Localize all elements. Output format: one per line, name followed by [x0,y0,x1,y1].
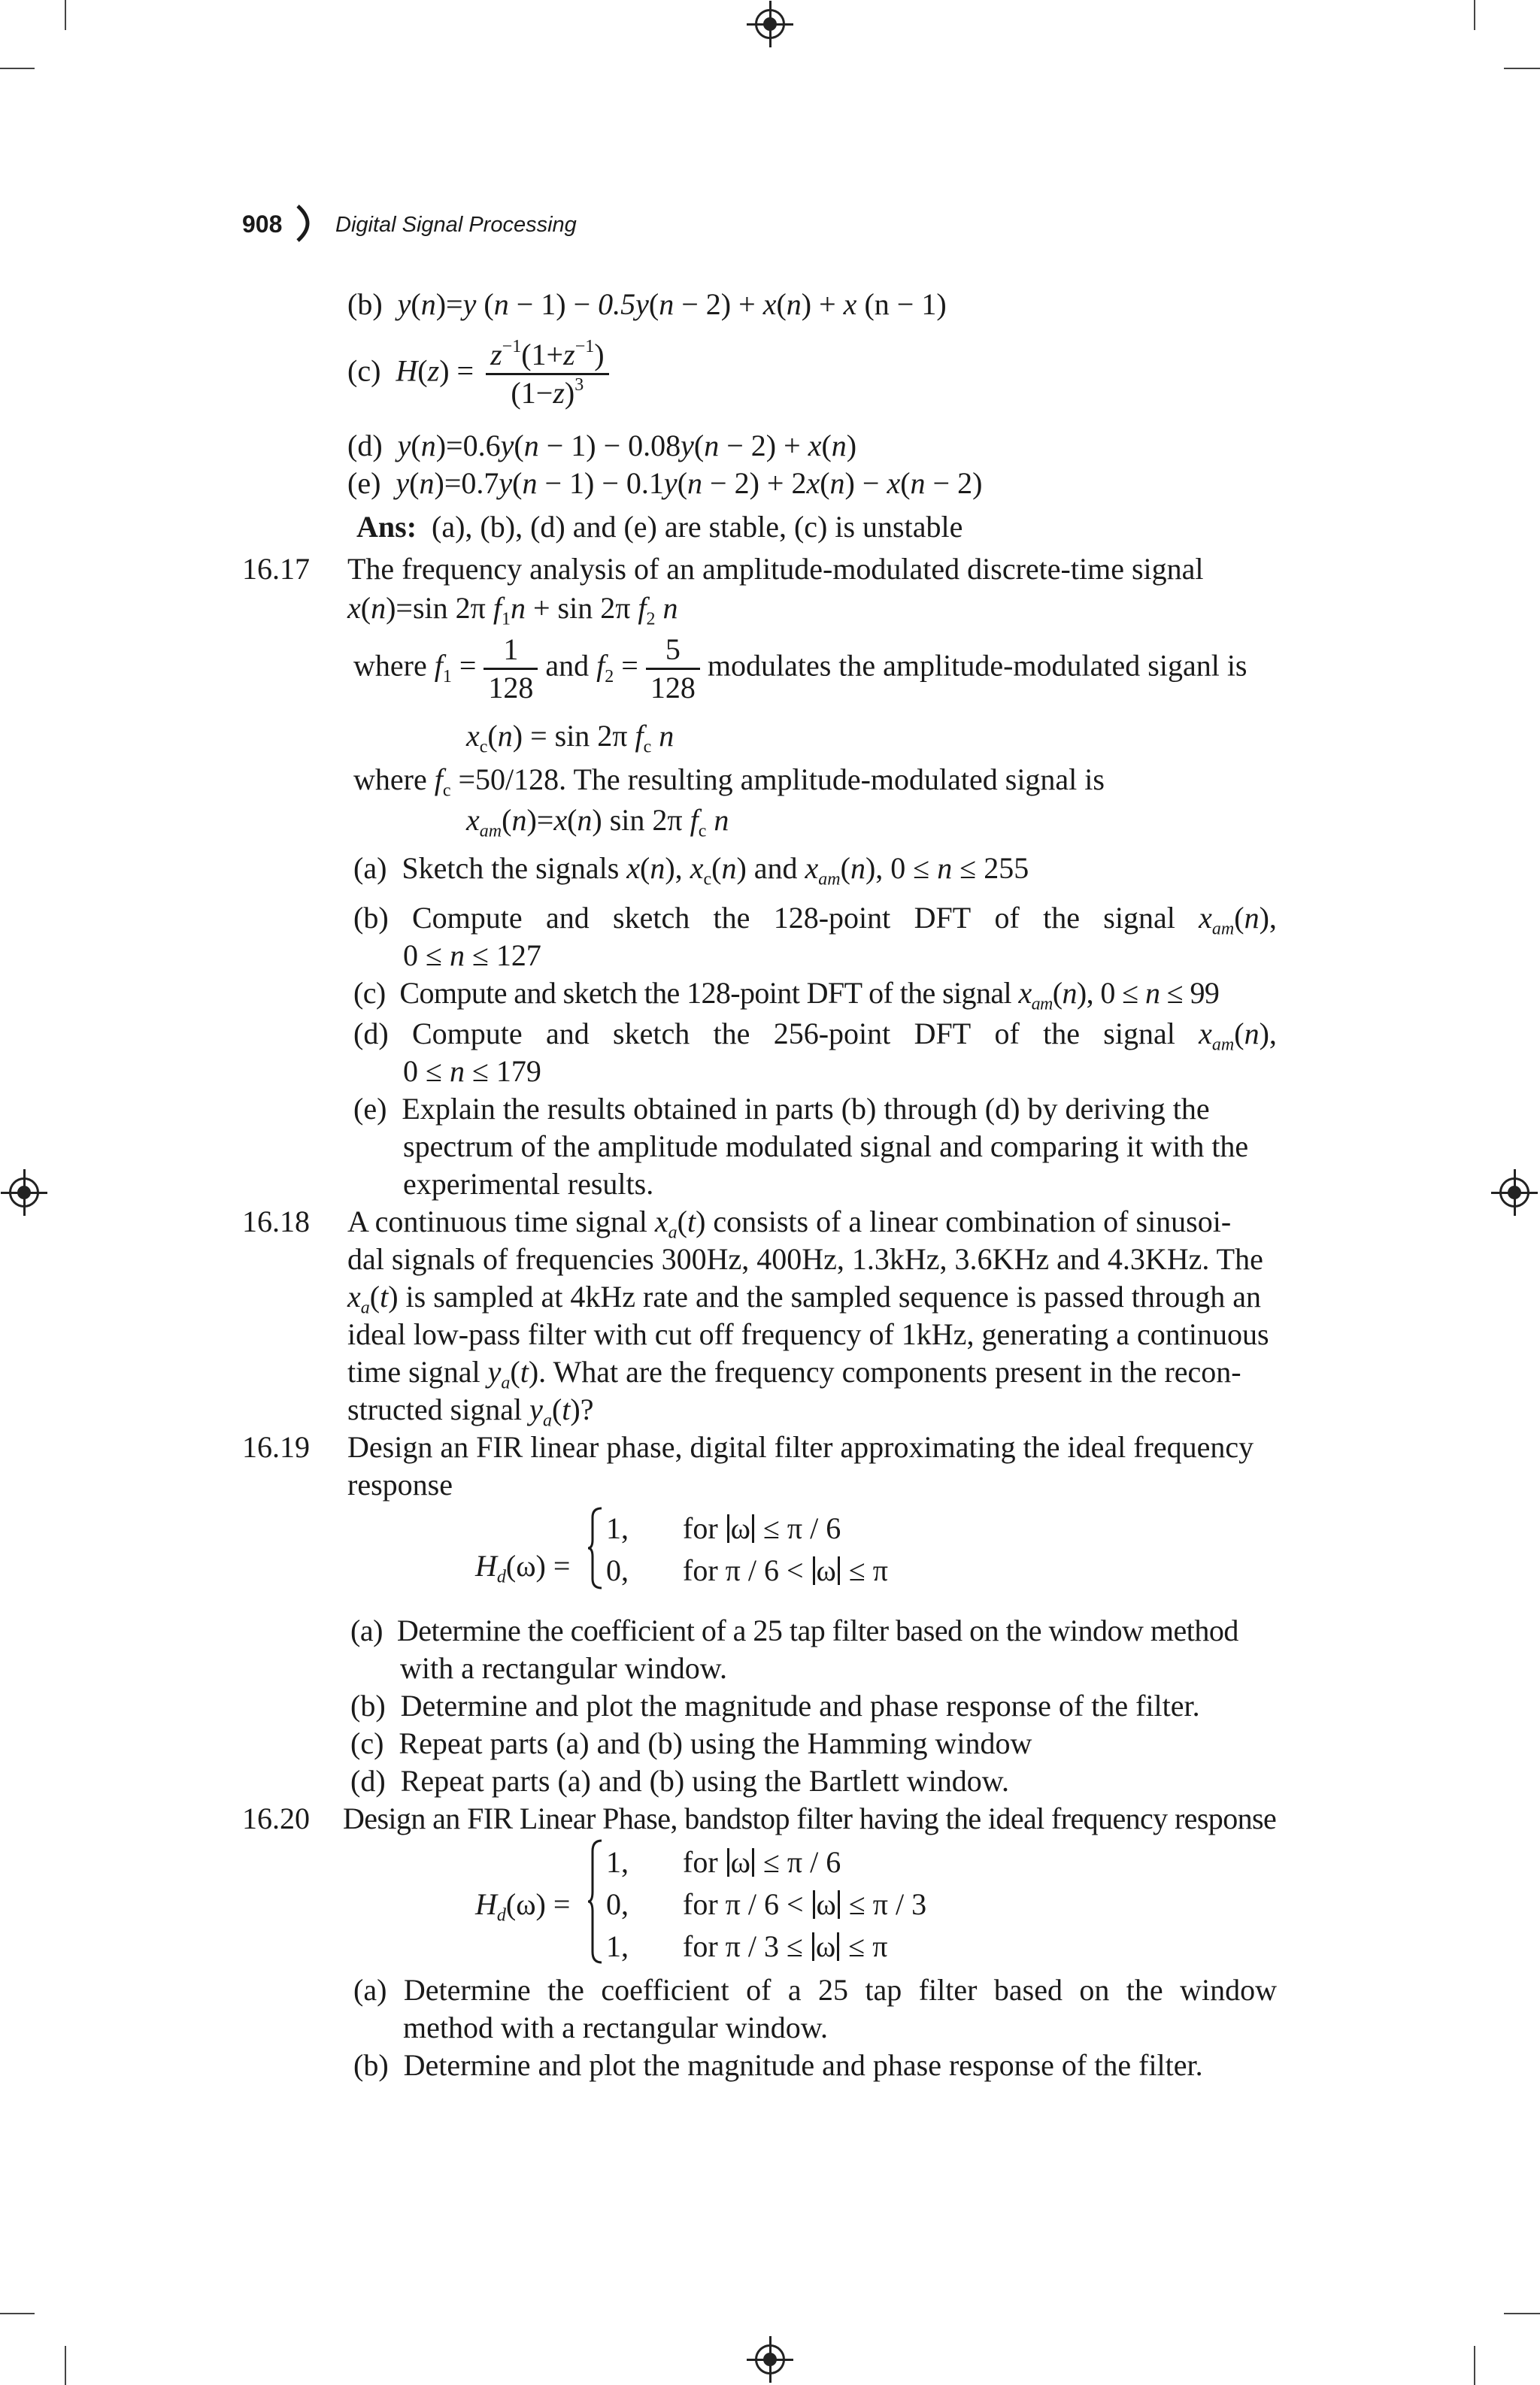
bandstop-response-lhs: $H_d(\omega)$ = [475,1887,571,1926]
problem-number: 16.18 [242,1205,310,1238]
sub-part-c: (c) Repeat parts (a) and (b) using the Hamming window [350,1726,1032,1760]
sub-part-a: (a) Determine the coefficient of a 25 tap filter based on the window [353,1973,1277,2007]
sub-part-a: (a) Determine the coefficient of a 25 tap filter based on the window method [350,1614,1238,1647]
crop-mark [1474,0,1475,30]
problem-text: ideal low-pass filter with cut off frequency of 1kHz, generating a continuous [347,1317,1269,1351]
sub-part-e: (e) Explain the results obtained in parts (b) through (d) by deriving the [353,1092,1210,1126]
frequency-definitions: where $f_1$ = $\frac{1}{128}$ and $f_2$ = $\frac{5}{128}$ modulates the amplitude-modulated siganl is [353,632,1247,705]
problem-number: 16.17 [242,552,310,586]
sub-part-d: (d) Compute and sketch the 256-point DFT of the signal $x_{am}(n)$, [353,1017,1277,1055]
part-e-equation: (e) y(n)=0.7y(n − 1) − 0.1y(n − 2) + 2x(n) − x(n − 2) [347,466,983,500]
ideal-response-lhs: $H_d(\omega)$ = [475,1549,571,1587]
part-d-equation: (d) y(n)=0.6y(n − 1) − 0.08y(n − 2) + x(n) [347,429,857,462]
sub-part-e-line2: spectrum of the amplitude modulated signal and comparing it with the [403,1129,1249,1163]
problem-text: A continuous time signal $x_a(t)$ consists of a linear combination of sinusoi- [347,1205,1232,1243]
crop-mark [0,68,35,69]
sub-part-d-range: 0 ≤ n ≤ 179 [403,1054,541,1088]
carrier-equation: $x_c(n) = \sin 2\pi$ $f_c$ n [466,719,675,757]
problem-text: dal signals of frequencies 300Hz, 400Hz, 1.3kHz, 3.6KHz and 4.3KHz. The [347,1242,1263,1276]
left-brace-icon [587,1839,605,1964]
crop-mark [1474,2346,1475,2385]
sub-part-b: (b) Determine and plot the magnitude and phase response of the filter. [353,2048,1203,2082]
part-c-equation: (c) H(z) = $\frac{z^{-1}(1+z^{-1})}{(1-z)^3}$ [347,337,609,411]
crop-mark [65,2346,66,2385]
problem-number: 16.19 [242,1430,310,1464]
header-chevron-icon [295,205,320,242]
problem-text: $x_a(t)$ is sampled at 4kHz rate and the sampled sequence is passed through an [347,1280,1261,1318]
problem-text: Design an FIR linear phase, digital filter approximating the ideal frequency [347,1430,1254,1464]
sub-part-e-line3: experimental results. [403,1167,654,1201]
sub-part-b: (b) Determine and plot the magnitude and phase response of the filter. [350,1689,1200,1723]
problem-text: Design an FIR Linear Phase, bandstop filter having the ideal frequency response [343,1802,1277,1835]
carrier-frequency: where $f_c =50/128$. The resulting amplitude-modulated signal is [353,762,1105,801]
am-signal-equation: $x_{am}(n)=x(n)$ sin 2π $f_c$ n [466,803,729,841]
bandstop-case-3: 1, for π / 3 ≤ ω ≤ π [606,1929,888,1963]
sub-part-a-line2: with a rectangular window. [400,1651,728,1685]
crop-mark [0,2313,35,2314]
registration-mark-icon [755,2344,785,2374]
crop-mark [1504,2313,1540,2314]
sub-part-a-line2: method with a rectangular window. [403,2011,829,2044]
sub-part-d: (d) Repeat parts (a) and (b) using the Bartlett window. [350,1764,1010,1798]
signal-equation: x(n)=sin 2π $f_1n + \sin 2\pi$ $f_2$ n [347,591,678,629]
response-case-1: 1, for ω ≤ π / 6 [606,1511,841,1545]
problem-number: 16.20 [242,1802,310,1835]
part-b-equation: (b) y(n)=y (n − 1) − 0.5y(n − 2) + x(n) + x (n − 1) [347,287,947,321]
bandstop-case-1: 1, for ω ≤ π / 6 [606,1845,841,1879]
problem-text: response [347,1468,453,1502]
answer-line: Ans: (a), (b), (d) and (e) are stable, (c) is unstable [356,510,963,544]
registration-mark-icon [755,9,785,39]
sub-part-a: (a) Sketch the signals x(n), $x_c(n)$ and $x_{am}(n)$, 0 ≤ n ≤ 255 [353,851,1029,889]
sub-part-c: (c) Compute and sketch the 128-point DFT of the signal $x_{am}(n)$, 0 ≤ n ≤ 99 [353,976,1220,1014]
problem-text: structed signal $y_a(t)$? [347,1393,594,1431]
crop-mark [1504,68,1540,69]
running-title: Digital Signal Processing [335,213,577,237]
page-number: 908 [242,211,283,238]
bandstop-case-2: 0, for π / 6 < ω ≤ π / 3 [606,1887,927,1921]
left-brace-icon [587,1507,605,1589]
problem-text: time signal $y_a(t)$. What are the frequency components present in the recon- [347,1355,1241,1393]
problem-text: The frequency analysis of an amplitude-modulated discrete-time signal [347,552,1204,586]
sub-part-b: (b) Compute and sketch the 128-point DFT of the signal $x_{am}(n)$, [353,901,1277,939]
registration-mark-icon [9,1177,39,1208]
sub-part-b-range: 0 ≤ n ≤ 127 [403,938,541,972]
registration-mark-icon [1499,1177,1529,1208]
response-case-2: 0, for π / 6 < ω ≤ π [606,1553,888,1587]
crop-mark [65,0,66,30]
